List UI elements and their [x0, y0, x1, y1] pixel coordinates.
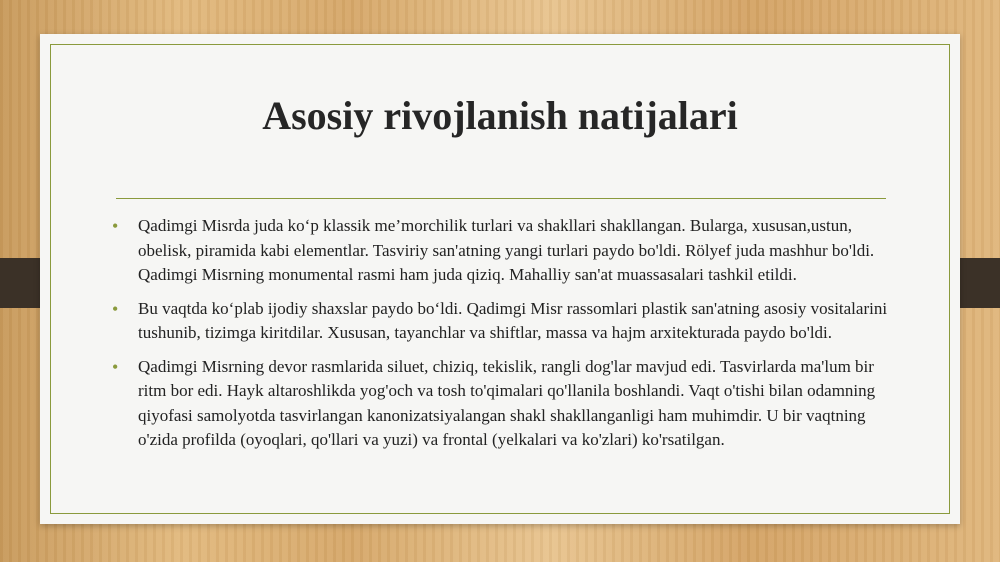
bullet-text: Qadimgi Misrning devor rasmlarida siluet, chiziq, tekislik, rangli dog'lar mavjud edi. Tasvirlarda ma'lum bir ritm bor edi. Hayk altaroshlikda yog'och va tosh to'qimalari qo'llanila boshlandi. Vaqt o'tishi bilan odamning qiyofasi samolyotda tasvirlangan kanonizatsiyalangan shakl shakllanganligi ham muhimdir. U bir vaqtning o'zida profilda (oyoqlari, qo'llari va yuzi) va frontal (yelkalari va ko'zlari) ko'rsatilgan.	[138, 356, 876, 449]
bullet-marker: •	[112, 298, 119, 319]
bullet-marker: •	[112, 356, 119, 377]
title-divider	[116, 198, 886, 199]
bullet-item	[112, 297, 902, 346]
bullet-list	[112, 214, 902, 462]
bullet-item	[112, 214, 902, 288]
bullet-marker: •	[112, 216, 119, 236]
bullet-text: Qadimgi Misrda juda ko‘p klassik me’morchilik turlari va shakllari shakllangan. Bularga, xususan,ustun, obelisk, piramida kabi elementlar. Tasviriy san'atning yangi turlari paydo bo'ldi. Rölyef juda mashhur bo'ldi. Qadimgi Misrning monumental rasmi ham juda qiziq. Mahalliy san'at muassasalari tashkil etildi.	[138, 216, 875, 284]
bullet-text: Bu vaqtda ko‘plab ijodiy shaxslar paydo bo‘ldi. Qadimgi Misr rassomlari plastik san'atning asosiy vositalarini tushunib, tizimga kiritdilar. Xususan, tayanchlar va shiftlar, massa va hajm arxitekturada paydo bo'ldi.	[138, 298, 888, 342]
slide-title: Asosiy rivojlanish natijalari	[262, 93, 738, 138]
slide-card	[40, 34, 960, 524]
bullet-item	[112, 355, 902, 453]
